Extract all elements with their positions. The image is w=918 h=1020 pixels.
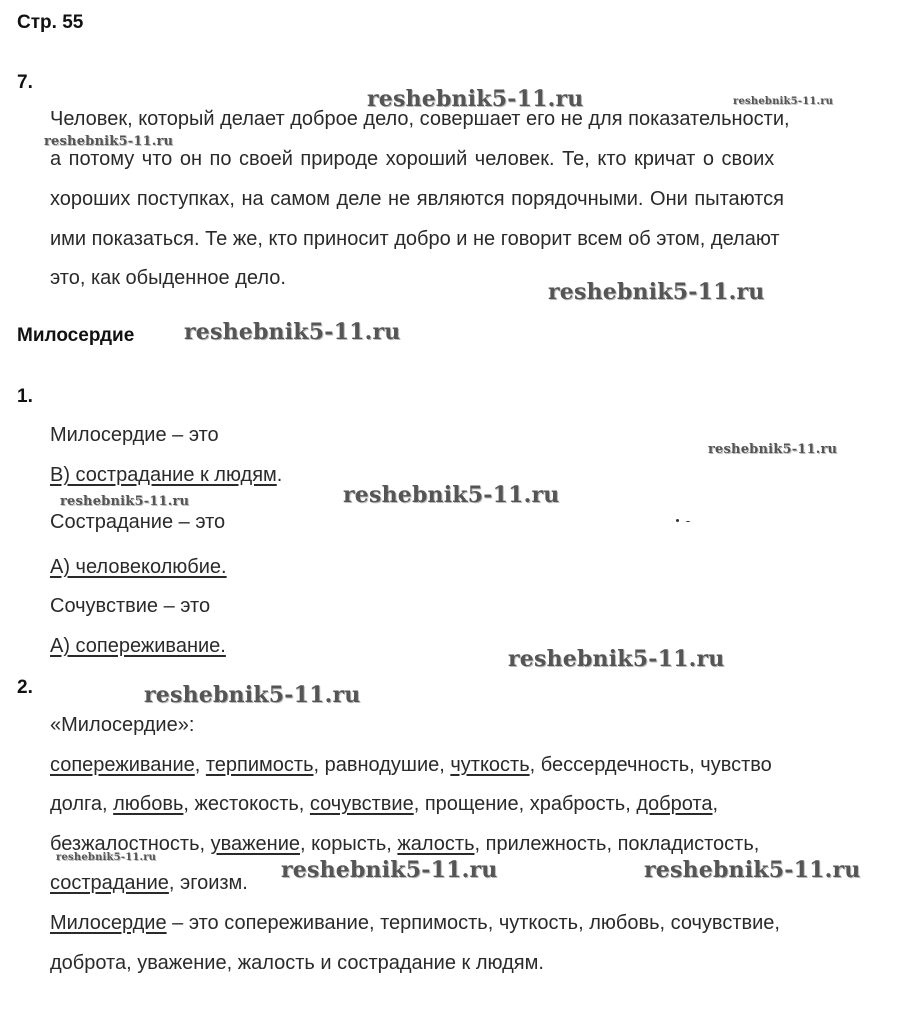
watermark: reshebnik5-11.ru <box>60 494 190 509</box>
task7-line-5: это, как обыденное дело. <box>50 267 286 289</box>
word-separator: , корысть, <box>300 833 398 855</box>
watermark: reshebnik5-11.ru <box>733 96 834 107</box>
watermark: reshebnik5-11.ru <box>644 857 861 883</box>
task-number-1: 1. <box>17 386 33 407</box>
definition-line-1 <box>50 912 780 935</box>
watermark: reshebnik5-11.ru <box>144 682 361 708</box>
word-tolerance: терпимость <box>205 754 314 776</box>
answer-1 <box>50 464 282 487</box>
word-separator: безжалостность, <box>50 833 211 855</box>
word-separator: , эгоизм. <box>168 872 248 894</box>
watermark: reshebnik5-11.ru <box>343 482 560 508</box>
answer-3: А) сопереживание. <box>50 635 226 657</box>
word-list-line-1 <box>50 754 772 777</box>
word-list-line-2 <box>50 793 718 816</box>
word-love: любовь <box>113 793 184 815</box>
watermark: reshebnik5-11.ru <box>56 852 157 863</box>
watermark: reshebnik5-11.ru <box>184 319 401 345</box>
task-number-7: 7. <box>17 72 33 93</box>
task7-line-2: а потому что он по своей природе хороший человек. Те, кто кричат о своих <box>50 148 775 170</box>
watermark: reshebnik5-11.ru <box>367 86 584 112</box>
answer-2: А) человеколюбие. <box>50 556 227 578</box>
speck <box>676 519 679 522</box>
question-2: Сострадание – это <box>50 511 226 533</box>
watermark: reshebnik5-11.ru <box>548 279 765 305</box>
watermark: reshebnik5-11.ru <box>508 646 725 672</box>
word-empathy: сопереживание <box>50 754 195 776</box>
watermark: reshebnik5-11.ru <box>44 134 174 149</box>
word-sympathy: сочувствие <box>309 793 414 815</box>
task7-line-1: Человек, который делает доброе дело, совершает его не для показательности, <box>50 108 790 130</box>
task7-line-4: ими показаться. Те же, кто приносит добро и не говорит всем об этом, делают <box>50 228 780 250</box>
section-title: Милосердие <box>17 325 135 346</box>
word-separator: , равнодушие, <box>313 754 451 776</box>
page-title: Стр. 55 <box>17 12 84 33</box>
word-list-line-4 <box>50 872 248 895</box>
task7-line-3: хороших поступках, на самом деле не являются порядочными. Они пытаются <box>50 188 784 210</box>
word-separator: долга, <box>50 793 114 815</box>
word-pity: жалость <box>397 833 475 855</box>
quote-title: «Милосердие»: <box>50 714 195 736</box>
word-separator: , <box>712 793 719 815</box>
word-separator: , <box>194 754 206 776</box>
watermark: reshebnik5-11.ru <box>281 857 498 883</box>
word-compassion: сострадание <box>50 872 169 894</box>
question-1: Милосердие – это <box>50 424 219 446</box>
word-separator: , жестокость, <box>183 793 310 815</box>
task-number-2: 2. <box>17 677 33 698</box>
word-sensitivity: чуткость <box>450 754 530 776</box>
question-3: Сочувствие – это <box>50 595 211 617</box>
watermark: reshebnik5-11.ru <box>708 442 838 457</box>
word-kindness: доброта <box>636 793 713 815</box>
answer-1-tail: . <box>276 464 283 486</box>
definition-text: – это сопереживание, терпимость, чуткость, любовь, сочувствие, <box>166 912 780 934</box>
word-list-line-3 <box>50 833 759 856</box>
word-separator: , прощение, храбрость, <box>413 793 637 815</box>
word-separator: , бессердечность, чувство <box>529 754 772 776</box>
definition-term: Милосердие <box>50 912 167 934</box>
word-separator: , прилежность, покладистость, <box>474 833 760 855</box>
answer-1-text: В) сострадание к людям <box>50 464 277 486</box>
word-respect: уважение <box>210 833 300 855</box>
speck <box>686 521 690 522</box>
definition-line-2: доброта, уважение, жалость и сострадание к людям. <box>50 952 544 974</box>
